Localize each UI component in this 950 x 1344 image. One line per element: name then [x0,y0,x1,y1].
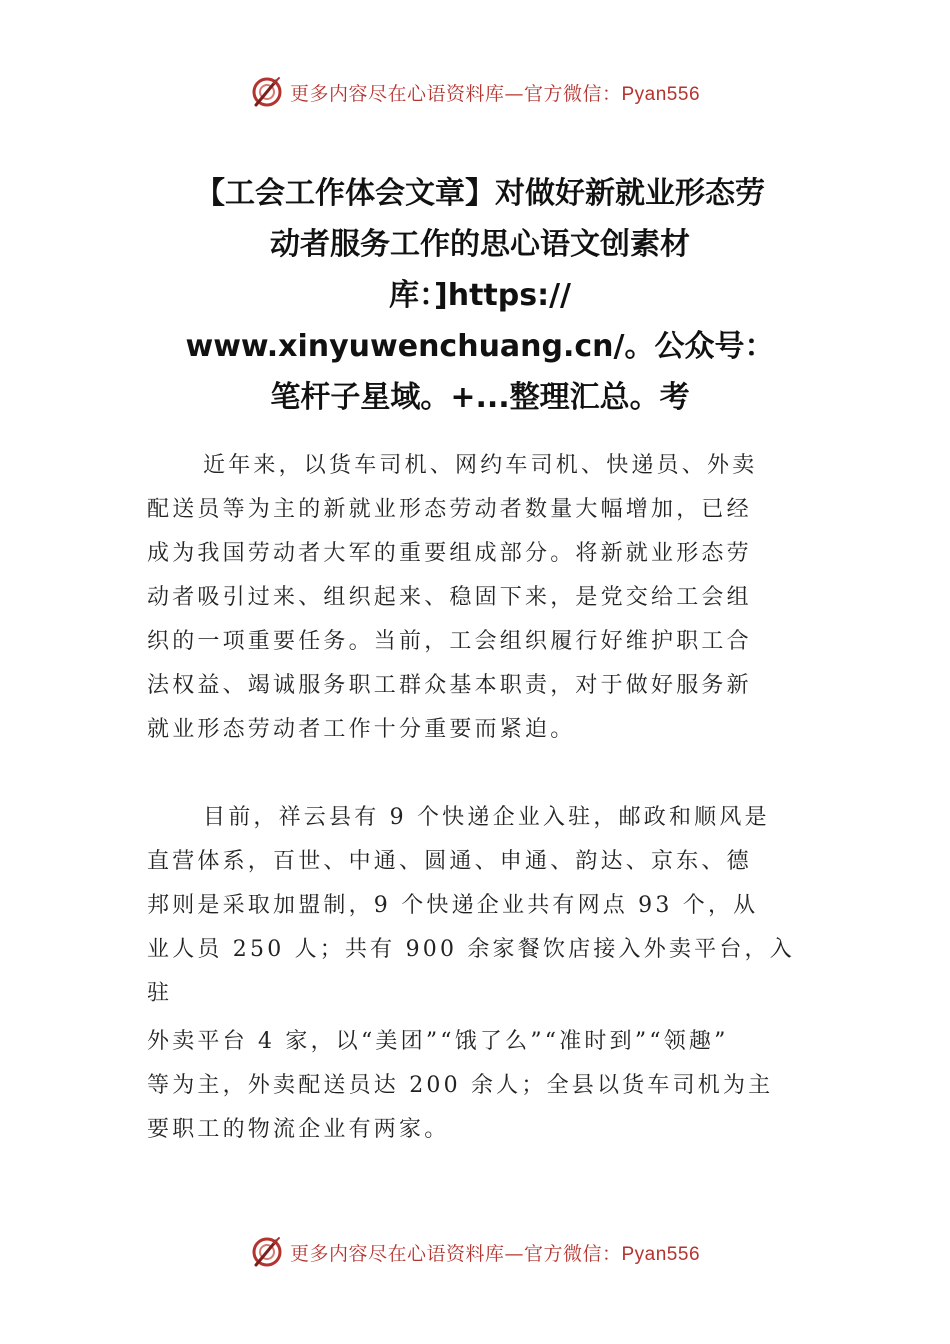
text-line: 织的一项重要任务。当前，工会组织履行好维护职工合 [147,629,752,654]
text-line: 驻 [147,981,173,1006]
title-line: 笔杆子星域。+...整理汇总。考 [270,380,690,415]
document-title [140,168,820,423]
title-line: www.xinyuwenchuang.cn/。公众号： [185,329,775,364]
title-line: 【工会工作体会文章】对做好新就业形态劳 [195,176,765,211]
text-line: 目前，祥云县有 9 个快递企业入驻，邮政和顺风是 [203,805,770,830]
brush-logo-icon [250,1235,284,1269]
text-line: 成为我国劳动者大军的重要组成部分。将新就业形态劳 [147,541,752,566]
text-line: 动者吸引过来、组织起来、稳固下来，是党交给工会组 [147,585,752,610]
watermark-text: 更多内容尽在心语资料库—官方微信：Pyan556 [289,82,701,105]
text-line: 外卖平台 4 家，以“美团”“饿了么”“准时到”“领趣” [147,1029,729,1054]
text-line: 等为主，外卖配送员达 200 余人；全县以货车司机为主 [147,1073,774,1098]
text-line: 邦则是采取加盟制，9 个快递企业共有网点 93 个，从 [147,893,759,918]
title-line: 动者服务工作的思心语文创素材 [270,227,690,262]
text-line: 配送员等为主的新就业形态劳动者数量大幅增加，已经 [147,497,752,522]
text-line: 法权益、竭诚服务职工群众基本职责，对于做好服务新 [147,673,752,698]
footer-watermark [0,1232,950,1272]
text-line: 要职工的物流企业有两家。 [147,1117,450,1142]
paragraph-1 [147,444,815,752]
watermark-text: 更多内容尽在心语资料库—官方微信：Pyan556 [289,1242,701,1265]
brush-logo-icon [250,75,284,109]
text-line: 直营体系，百世、中通、圆通、申通、韵达、京东、德 [147,849,752,874]
paragraph-3 [147,1020,815,1152]
paragraph-2 [147,796,815,1016]
header-watermark [0,72,950,112]
text-line: 就业形态劳动者工作十分重要而紧迫。 [147,717,576,742]
text-line: 近年来，以货车司机、网约车司机、快递员、外卖 [203,453,758,478]
title-line: 库：]https:// [389,278,571,313]
text-line: 业人员 250 人；共有 900 余家餐饮店接入外卖平台，入 [147,937,795,962]
